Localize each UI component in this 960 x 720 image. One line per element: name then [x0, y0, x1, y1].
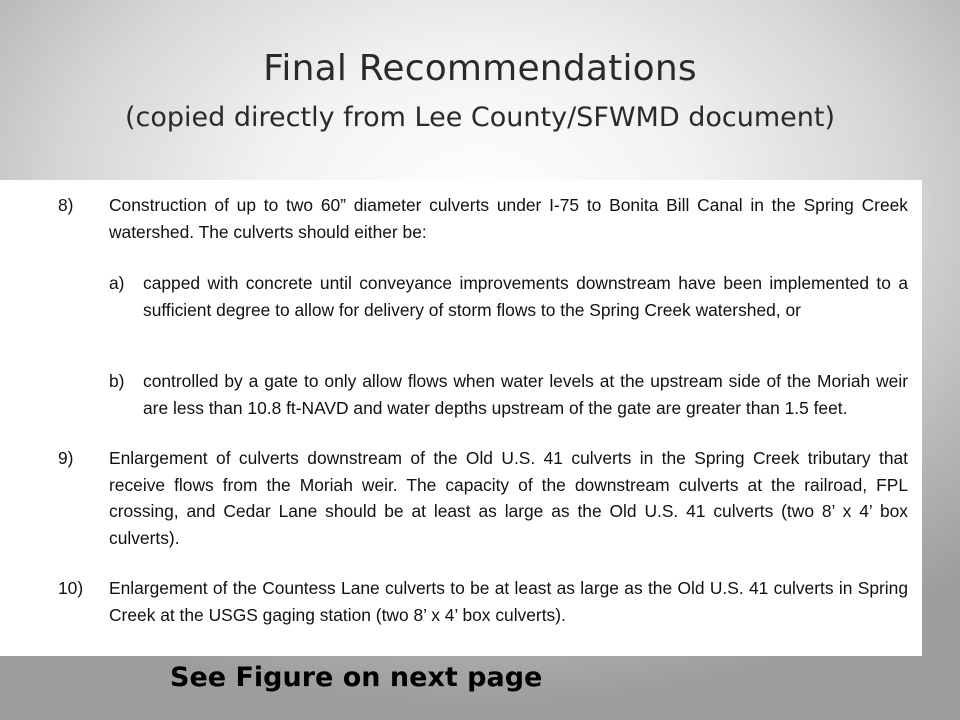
item-text: Enlargement of the Countess Lane culverts to be at least as large as the Old U.S. 41 culverts in Spring Creek at the USGS gaging station (two 8’ x 4’ box culverts).: [109, 578, 908, 625]
footer-note: See Figure on next page: [170, 662, 543, 693]
subitem-letter: b): [109, 371, 125, 391]
item-text: Construction of up to two 60” diameter culverts under I-75 to Bonita Bill Canal in the Spring Creek watershed. The culverts should either be:: [109, 195, 908, 242]
item-number: 10): [58, 578, 84, 598]
subitem-letter: a): [109, 273, 125, 293]
subitem-text: controlled by a gate to only allow flows when water levels at the upstream side of the Moriah weir are less than 10.8 ft-NAVD and water depths upstream of the gate are greater than 1.5 feet.: [143, 371, 908, 418]
recommendation-item-8: [0, 192, 922, 421]
item-number: 9): [58, 448, 74, 468]
recommendation-item-9: [0, 445, 922, 551]
item-number: 8): [58, 195, 74, 215]
item-text: Enlargement of culverts downstream of the Old U.S. 41 culverts in the Spring Creek tributary that receive flows from the Moriah weir. The capacity of the downstream culverts at the railroad, FPL crossing, and Cedar Lane should be at least as large as the Old U.S. 41 culverts (two 8’ x 4’ box culverts).: [109, 448, 908, 548]
subitem-text: capped with concrete until conveyance improvements downstream have been implemented to a sufficient degree to allow for delivery of storm flows to the Spring Creek watershed, or: [143, 273, 908, 320]
slide-title: Final Recommendations: [263, 48, 697, 89]
recommendation-item-10: [0, 575, 922, 628]
subitem-b: [109, 368, 908, 421]
subitem-list: [109, 270, 908, 421]
document-excerpt: [0, 180, 922, 656]
subitem-a: [109, 270, 908, 323]
slide-subtitle: (copied directly from Lee County/SFWMD document): [125, 102, 835, 133]
